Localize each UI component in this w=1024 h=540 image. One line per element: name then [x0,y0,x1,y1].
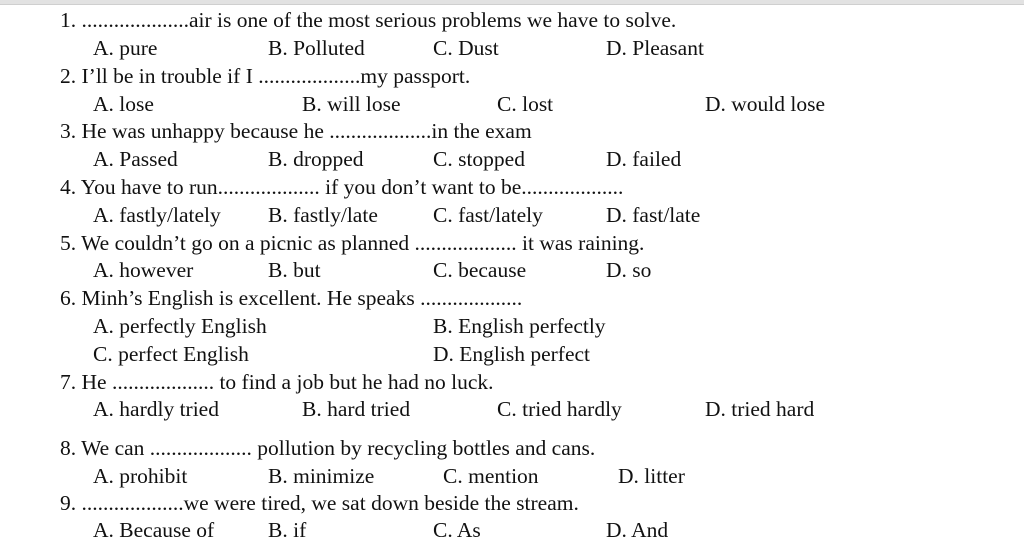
question-1-option-b: B. Polluted [268,36,365,60]
question-2-option-d: D. would lose [705,92,826,116]
question-5-option-a: A. however [93,258,194,282]
question-9-stem: 9. ...................we were tired, we sat down beside the stream. [60,491,579,515]
question-9-option-c: C. As [433,518,481,540]
question-3-option-a: A. Passed [93,147,178,171]
question-1-option-a: A. pure [93,36,158,60]
question-5-option-d: D. so [606,258,652,282]
question-8-option-c: C. mention [443,464,539,488]
question-7-option-c: C. tried hardly [497,397,622,421]
question-7-option-d: D. tried hard [705,397,815,421]
question-8-stem: 8. We can ................... pollution by recycling bottles and cans. [60,436,596,460]
question-4-option-a: A. fastly/lately [93,203,221,227]
question-9-option-a: A. Because of [93,518,215,540]
question-8-option-b: B. minimize [268,464,375,488]
question-7-option-b: B. hard tried [302,397,411,421]
question-7-option-a: A. hardly tried [93,397,219,421]
question-6-stem: 6. Minh’s English is excellent. He speaks ................... [60,286,523,310]
question-6-option-b: B. English perfectly [433,314,606,338]
question-4-option-d: D. fast/late [606,203,701,227]
question-1-stem: 1. ....................air is one of the most serious problems we have to solve. [60,8,677,32]
question-4-option-b: B. fastly/late [268,203,378,227]
question-2-option-c: C. lost [497,92,554,116]
question-5-stem: 5. We couldn’t go on a picnic as planned ................... it was raining. [60,231,645,255]
question-6-option-a: A. perfectly English [93,314,267,338]
question-8-option-d: D. litter [618,464,685,488]
question-3-stem: 3. He was unhappy because he ...................in the exam [60,119,532,143]
question-3-option-c: C. stopped [433,147,525,171]
question-1-option-c: C. Dust [433,36,499,60]
question-4-option-c: C. fast/lately [433,203,543,227]
question-8-option-a: A. prohibit [93,464,188,488]
question-9-option-d: D. And [606,518,669,540]
question-6-option-c: C. perfect English [93,342,249,366]
question-2-stem: 2. I’ll be in trouble if I ...................my passport. [60,64,471,88]
question-1-option-d: D. Pleasant [606,36,704,60]
question-3-option-d: D. failed [606,147,682,171]
question-2-option-a: A. lose [93,92,154,116]
question-3-option-b: B. dropped [268,147,364,171]
top-border [0,0,1024,5]
question-5-option-b: B. but [268,258,321,282]
question-2-option-b: B. will lose [302,92,401,116]
question-4-stem: 4. You have to run................... if you don’t want to be................... [60,175,624,199]
question-7-stem: 7. He ................... to find a job but he had no luck. [60,370,494,394]
question-5-option-c: C. because [433,258,527,282]
question-9-option-b: B. if [268,518,307,540]
question-6-option-d: D. English perfect [433,342,591,366]
